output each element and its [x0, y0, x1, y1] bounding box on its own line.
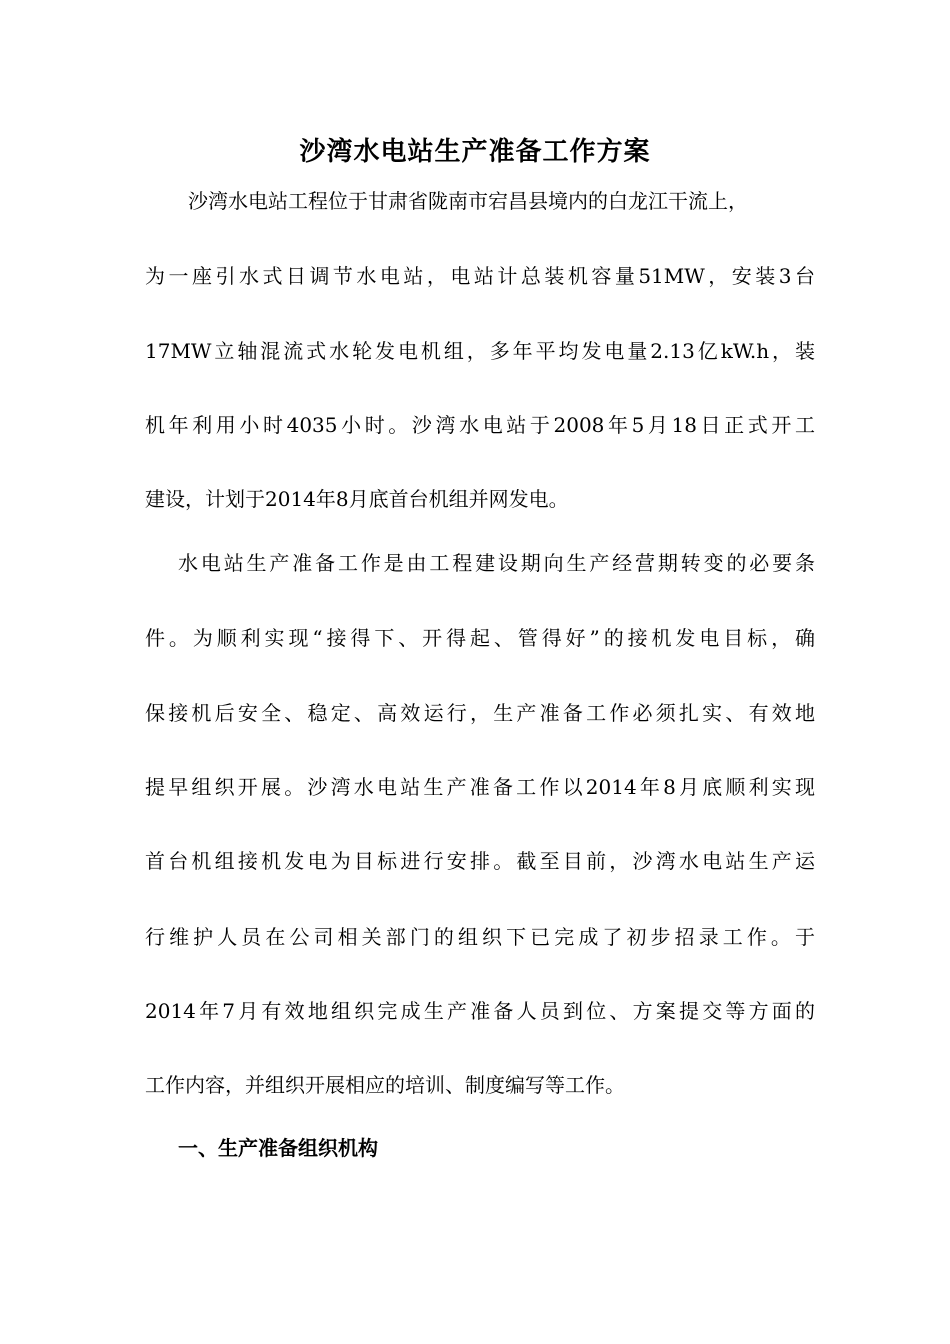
- paragraph-2-line-2: 件。为顺利实现“接得下、开得起、管得好”的接机发电目标，确: [145, 626, 815, 650]
- paragraph-1-line-3: 17MW立轴混流式水轮发电机组，多年平均发电量2.13亿kW.h，装: [145, 339, 815, 363]
- document-title: 沙湾水电站生产准备工作方案: [299, 137, 651, 167]
- paragraph-2-line-8: 工作内容，并组织开展相应的培训、制度编写等工作。: [145, 1073, 625, 1097]
- paragraph-2-line-7: 2014年7月有效地组织完成生产准备人员到位、方案提交等方面的: [145, 999, 815, 1023]
- paragraph-1-line-2: 为一座引水式日调节水电站，电站计总装机容量51MW，安装3台: [145, 264, 815, 288]
- paragraph-1-line-4: 机年利用小时4035小时。沙湾水电站于2008年5月18日正式开工: [145, 413, 815, 437]
- paragraph-2-line-1: 水电站生产准备工作是由工程建设期向生产经营期转变的必要条: [178, 551, 815, 575]
- paragraph-1-line-5: 建设，计划于2014年8月底首台机组并网发电。: [145, 487, 569, 511]
- paragraph-2-line-3: 保接机后安全、稳定、高效运行，生产准备工作必须扎实、有效地: [145, 701, 815, 725]
- paragraph-1-line-1: 沙湾水电站工程位于甘肃省陇南市宕昌县境内的白龙江干流上，: [188, 189, 748, 213]
- paragraph-2-line-4: 提早组织开展。沙湾水电站生产准备工作以2014年8月底顺利实现: [145, 775, 815, 799]
- section-heading: 一、生产准备组织机构: [178, 1136, 378, 1160]
- paragraph-2-line-5: 首台机组接机发电为目标进行安排。截至目前，沙湾水电站生产运: [145, 849, 815, 873]
- paragraph-2-line-6: 行维护人员在公司相关部门的组织下已完成了初步招录工作。于: [145, 925, 815, 949]
